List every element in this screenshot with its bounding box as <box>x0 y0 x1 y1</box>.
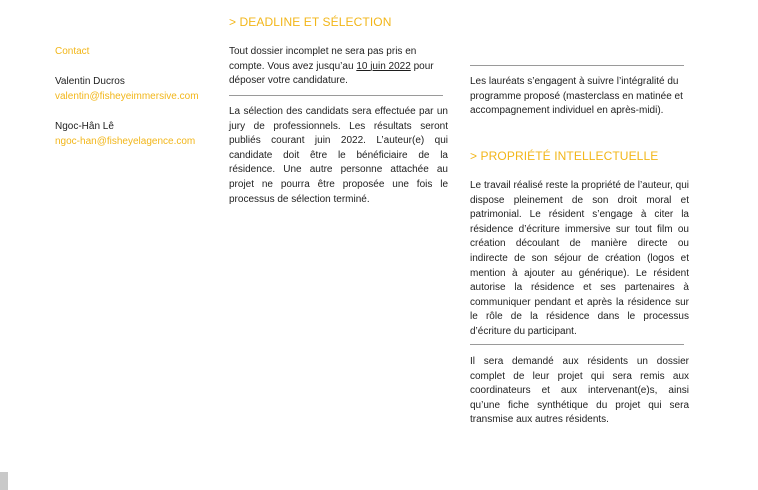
deadline-heading: > DEADLINE ET SÉLECTION <box>229 15 392 29</box>
page-corner-mark <box>0 472 8 490</box>
laureates-divider <box>470 65 684 66</box>
deadline-divider <box>229 95 443 96</box>
deadline-date: 10 juin 2022 <box>356 60 411 72</box>
deadline-paragraph-1 <box>229 45 451 89</box>
contact-name-ngoc-han: Ngoc-Hân Lê <box>55 121 114 132</box>
property-paragraph-2: Il sera demandé aux résidents un dossier complet de leur projet qui sera remis aux coordinateurs et aux intervenant(e)s, ainsi qu’une fiche synthétique du projet qui sera transmise aux autres résidents. <box>470 356 689 426</box>
contact-label: Contact <box>55 46 90 57</box>
deadline-paragraph-2: La sélection des candidats sera effectuée par un jury de professionnels. Les résultats seront publiés courant juin 2022. L’auteur(e) qui candidate doit être le bénéficiaire de la résidence. Une autre personne attachée au projet ne pourra être proposée une fois le processus de sélection terminé. <box>229 106 448 205</box>
contact-email-ngoc-han[interactable]: ngoc-han@fisheyelagence.com <box>55 136 196 147</box>
deadline-text-before: Tout dossier incomplet ne sera pas pris en compte. Vous avez jusqu’au <box>229 46 417 72</box>
property-heading: > PROPRIÉTÉ INTELLECTUELLE <box>470 149 659 163</box>
property-divider <box>470 344 684 345</box>
contact-name-valentin: Valentin Ducros <box>55 76 125 87</box>
contact-email-valentin[interactable]: valentin@fisheyeimmersive.com <box>55 91 199 102</box>
property-paragraph-1: Le travail réalisé reste la propriété de l’auteur, qui dispose pleinement de son droit moral et patrimonial. Le résident s’engage à citer la résidence d’écriture immersive sur tout film ou création découlant de manière directe ou indirecte de son séjour de création (logos et mention à ajouter au générique). Le résident autorise la résidence et ses partenaires à communiquer pendant et après la résidence sur le rôle de la résidence dans le processus d’écriture du participant. <box>470 180 689 337</box>
laureates-paragraph: Les lauréats s’engagent à suivre l’intégralité du programme proposé (masterclass en matinée et accompagnement individuel en après-midi). <box>470 76 683 117</box>
deadline-text-after: pour déposer votre candidature. <box>229 60 434 87</box>
